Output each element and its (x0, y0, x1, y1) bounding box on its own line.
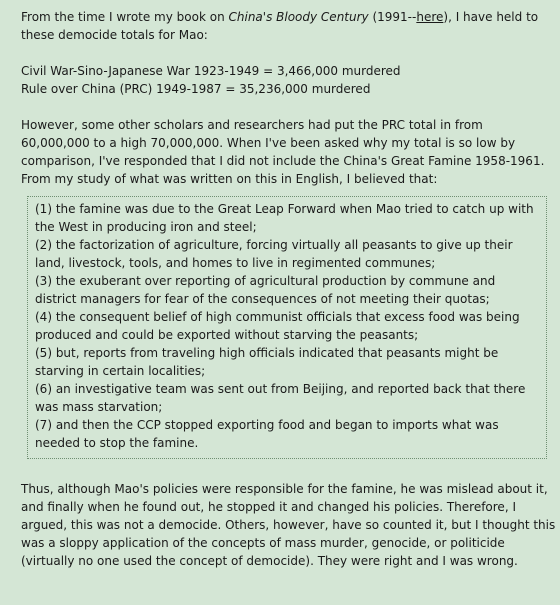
however-paragraph: However, some other scholars and researchers had put the PRC total in from 60,000,000 to a high 70,000,000. When I've been asked why my total is so low by comparison, I've responded that I did not include the China's Great Famine 1958-1961. From my study of what was written on this in English, I believed that: (21, 118, 545, 186)
list-item: (5) but, reports from traveling high officials indicated that peasants might be starving in certain localities; (35, 346, 499, 378)
intro-text-middle: (1991-- (368, 10, 417, 24)
list-item: (1) the famine was due to the Great Leap Forward when Mao tried to catch up with the West in producing iron and steel; (35, 202, 534, 234)
intro-paragraph (21, 8, 552, 44)
intro-text-start: From the time I wrote my book on (21, 10, 229, 24)
conclusion-paragraph: Thus, although Mao's policies were responsible for the famine, he was mislead about it, and finally when he found out, he stopped it and changed his policies. Therefore, I argued, this was not a democide. Others, however, have so counted it, but I thought this was a sloppy application of the concepts of mass murder, genocide, or politicide (virtually no one used the concept of democide). They were right and I was wrong. (21, 482, 556, 568)
list-item: (2) the factorization of agriculture, forcing virtually all peasants to give up their land, livestock, tools, and homes to live in regimented communes; (35, 238, 513, 270)
list-item: (4) the consequent belief of high communist officials that excess food was being produced and could be exported without starving the peasants; (35, 310, 520, 342)
book-title: China's Bloody Century (228, 10, 369, 24)
list-item: (3) the exuberant over reporting of agricultural production by commune and district managers for fear of the consequences of not meeting their quotas; (35, 274, 496, 306)
total-prc-rule: Rule over China (PRC) 1949-1987 = 35,236,000 murdered (21, 82, 371, 96)
book-link[interactable]: here (416, 10, 444, 24)
democide-totals (21, 62, 552, 98)
intro-text-end: ), I have held to these democide totals for Mao: (21, 10, 539, 42)
famine-causes-blockquote (27, 196, 547, 459)
list-item: (7) and then the CCP stopped exporting food and began to imports what was needed to stop the famine. (35, 418, 499, 450)
total-civil-war: Civil War-Sino-Japanese War 1923-1949 = 3,466,000 murdered (21, 64, 401, 78)
list-item: (6) an investigative team was sent out from Beijing, and reported back that there was mass starvation; (35, 382, 526, 414)
